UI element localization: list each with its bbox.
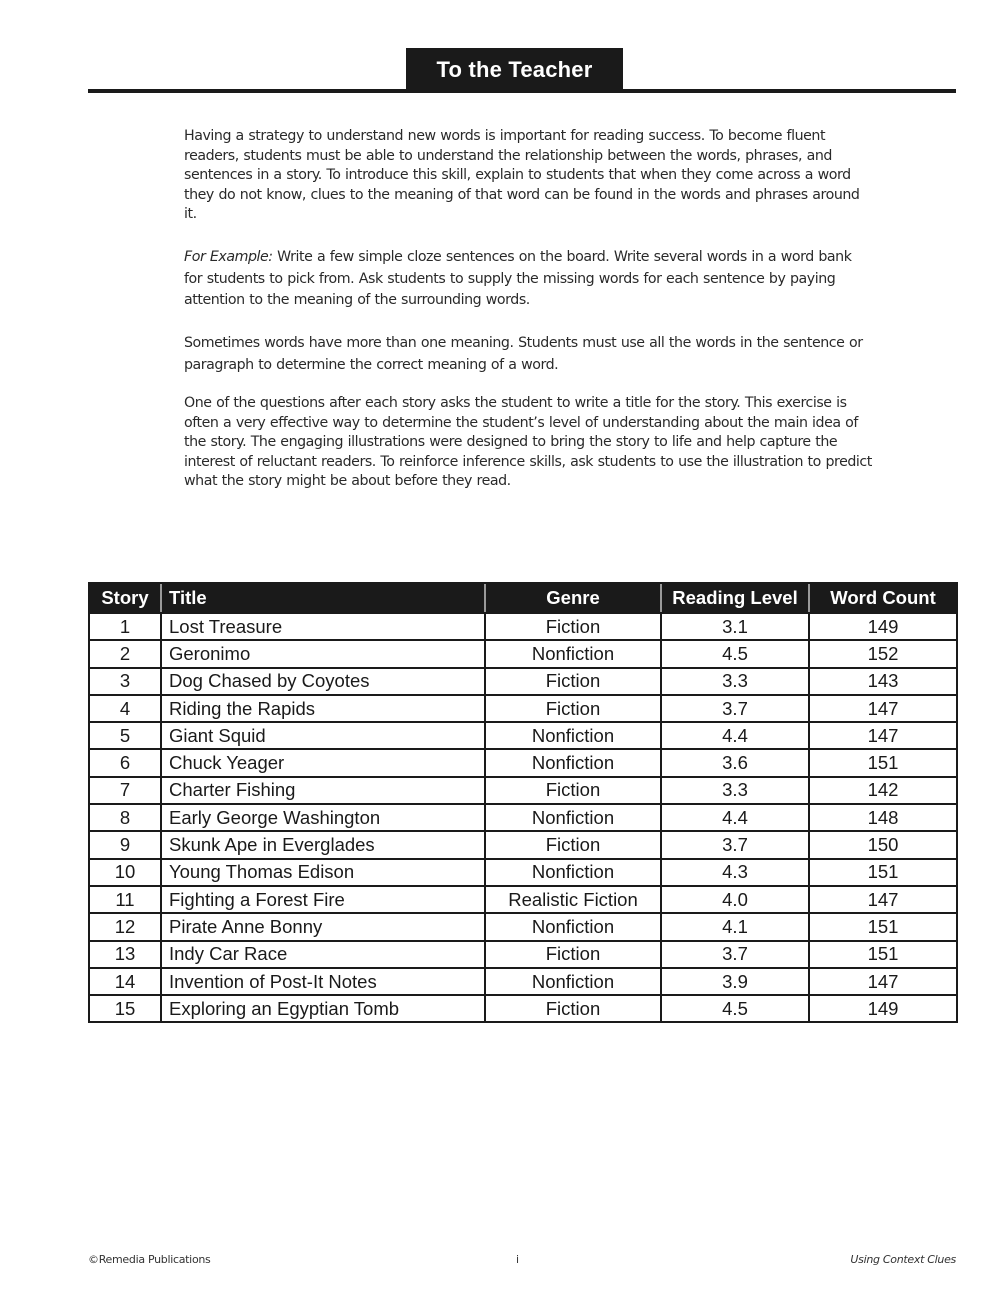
cell-story: 14	[89, 968, 161, 995]
cell-word-count: 149	[809, 613, 957, 640]
intro-paragraph-1: Having a strategy to understand new words is important for reading success. To become fluent readers, students must be able to understand the relationship between the words, phrases, and sentences in a story. To introduce this skill, explain to students that when they come across a word they do not know, clues to the meaning of that word can be found in the words and phrases around it.	[184, 128, 860, 223]
table-row	[89, 804, 957, 831]
cell-word-count: 142	[809, 777, 957, 804]
table-header-row	[89, 583, 957, 613]
cell-genre: Fiction	[485, 831, 661, 858]
table-row	[89, 968, 957, 995]
cell-reading-level: 4.0	[661, 886, 809, 913]
cell-title: Early George Washington	[161, 804, 485, 831]
cell-title: Geronimo	[161, 640, 485, 667]
example-lead: For Example:	[184, 249, 273, 265]
cell-title: Young Thomas Edison	[161, 859, 485, 886]
cell-reading-level: 4.4	[661, 722, 809, 749]
cell-title: Giant Squid	[161, 722, 485, 749]
cell-genre: Fiction	[485, 995, 661, 1022]
cell-word-count: 147	[809, 695, 957, 722]
table-row	[89, 613, 957, 640]
cell-story: 15	[89, 995, 161, 1022]
column-header-story: Story	[89, 583, 161, 613]
page-number: i	[516, 1253, 519, 1266]
cell-reading-level: 4.5	[661, 640, 809, 667]
footer-copyright: ©Remedia Publications	[88, 1253, 211, 1266]
intro-paragraph-2	[184, 247, 874, 312]
cell-reading-level: 3.7	[661, 695, 809, 722]
cell-story: 10	[89, 859, 161, 886]
cell-word-count: 150	[809, 831, 957, 858]
table-row	[89, 941, 957, 968]
table-row	[89, 777, 957, 804]
table-row	[89, 722, 957, 749]
table-row	[89, 886, 957, 913]
cell-genre: Nonfiction	[485, 913, 661, 940]
cell-reading-level: 3.6	[661, 749, 809, 776]
cell-title: Riding the Rapids	[161, 695, 485, 722]
cell-word-count: 147	[809, 722, 957, 749]
cell-word-count: 149	[809, 995, 957, 1022]
cell-story: 2	[89, 640, 161, 667]
cell-story: 3	[89, 668, 161, 695]
cell-title: Indy Car Race	[161, 941, 485, 968]
cell-genre: Fiction	[485, 695, 661, 722]
cell-genre: Fiction	[485, 777, 661, 804]
cell-genre: Nonfiction	[485, 968, 661, 995]
page-title: To the Teacher	[406, 48, 623, 92]
table-row	[89, 668, 957, 695]
cell-title: Pirate Anne Bonny	[161, 913, 485, 940]
cell-genre: Realistic Fiction	[485, 886, 661, 913]
column-header-word-count: Word Count	[809, 583, 957, 613]
cell-genre: Nonfiction	[485, 859, 661, 886]
cell-story: 8	[89, 804, 161, 831]
table-row	[89, 749, 957, 776]
table-row	[89, 640, 957, 667]
intro-paragraph-3: Sometimes words have more than one meaning. Students must use all the words in the sentence or paragraph to determine the correct meaning of a word.	[184, 335, 863, 373]
table-row	[89, 859, 957, 886]
cell-reading-level: 4.3	[661, 859, 809, 886]
cell-title: Chuck Yeager	[161, 749, 485, 776]
cell-title: Dog Chased by Coyotes	[161, 668, 485, 695]
cell-genre: Nonfiction	[485, 804, 661, 831]
table-row	[89, 831, 957, 858]
cell-word-count: 152	[809, 640, 957, 667]
column-header-title: Title	[161, 583, 485, 613]
cell-genre: Nonfiction	[485, 749, 661, 776]
intro-paragraph-4: One of the questions after each story asks the student to write a title for the story. This exercise is often a very effective way to determine the student’s level of understanding about the main idea of the story. The engaging illustrations were designed to bring the story to life and help capture the interest of reluctant readers. To reinforce inference skills, ask students to use the illustration to predict what the story might be about before they read.	[184, 395, 872, 490]
cell-story: 7	[89, 777, 161, 804]
cell-word-count: 147	[809, 886, 957, 913]
example-body: Write a few simple cloze sentences on the board. Write several words in a word bank for students to pick from. Ask students to supply the missing words for each sentence by paying attention to the meaning of the surrounding words.	[184, 249, 852, 308]
column-header-reading-level: Reading Level	[661, 583, 809, 613]
cell-reading-level: 3.3	[661, 777, 809, 804]
cell-story: 6	[89, 749, 161, 776]
cell-title: Skunk Ape in Everglades	[161, 831, 485, 858]
cell-word-count: 151	[809, 859, 957, 886]
cell-reading-level: 3.7	[661, 941, 809, 968]
cell-story: 1	[89, 613, 161, 640]
cell-genre: Fiction	[485, 668, 661, 695]
cell-genre: Nonfiction	[485, 722, 661, 749]
cell-genre: Fiction	[485, 941, 661, 968]
cell-story: 13	[89, 941, 161, 968]
cell-story: 12	[89, 913, 161, 940]
cell-story: 5	[89, 722, 161, 749]
table-row	[89, 995, 957, 1022]
cell-word-count: 151	[809, 749, 957, 776]
cell-word-count: 151	[809, 913, 957, 940]
table-row	[89, 695, 957, 722]
cell-title: Invention of Post-It Notes	[161, 968, 485, 995]
table-row	[89, 913, 957, 940]
cell-story: 4	[89, 695, 161, 722]
cell-word-count: 147	[809, 968, 957, 995]
cell-reading-level: 3.3	[661, 668, 809, 695]
cell-reading-level: 4.1	[661, 913, 809, 940]
column-header-genre: Genre	[485, 583, 661, 613]
cell-genre: Fiction	[485, 613, 661, 640]
cell-reading-level: 4.4	[661, 804, 809, 831]
cell-title: Exploring an Egyptian Tomb	[161, 995, 485, 1022]
cell-title: Charter Fishing	[161, 777, 485, 804]
cell-title: Lost Treasure	[161, 613, 485, 640]
cell-story: 11	[89, 886, 161, 913]
cell-genre: Nonfiction	[485, 640, 661, 667]
stories-table	[88, 582, 958, 1023]
table-body	[89, 613, 957, 1022]
cell-story: 9	[89, 831, 161, 858]
cell-word-count: 148	[809, 804, 957, 831]
cell-word-count: 143	[809, 668, 957, 695]
cell-reading-level: 3.7	[661, 831, 809, 858]
cell-title: Fighting a Forest Fire	[161, 886, 485, 913]
cell-reading-level: 3.9	[661, 968, 809, 995]
cell-word-count: 151	[809, 941, 957, 968]
cell-reading-level: 3.1	[661, 613, 809, 640]
book-title: Using Context Clues	[850, 1253, 956, 1266]
cell-reading-level: 4.5	[661, 995, 809, 1022]
